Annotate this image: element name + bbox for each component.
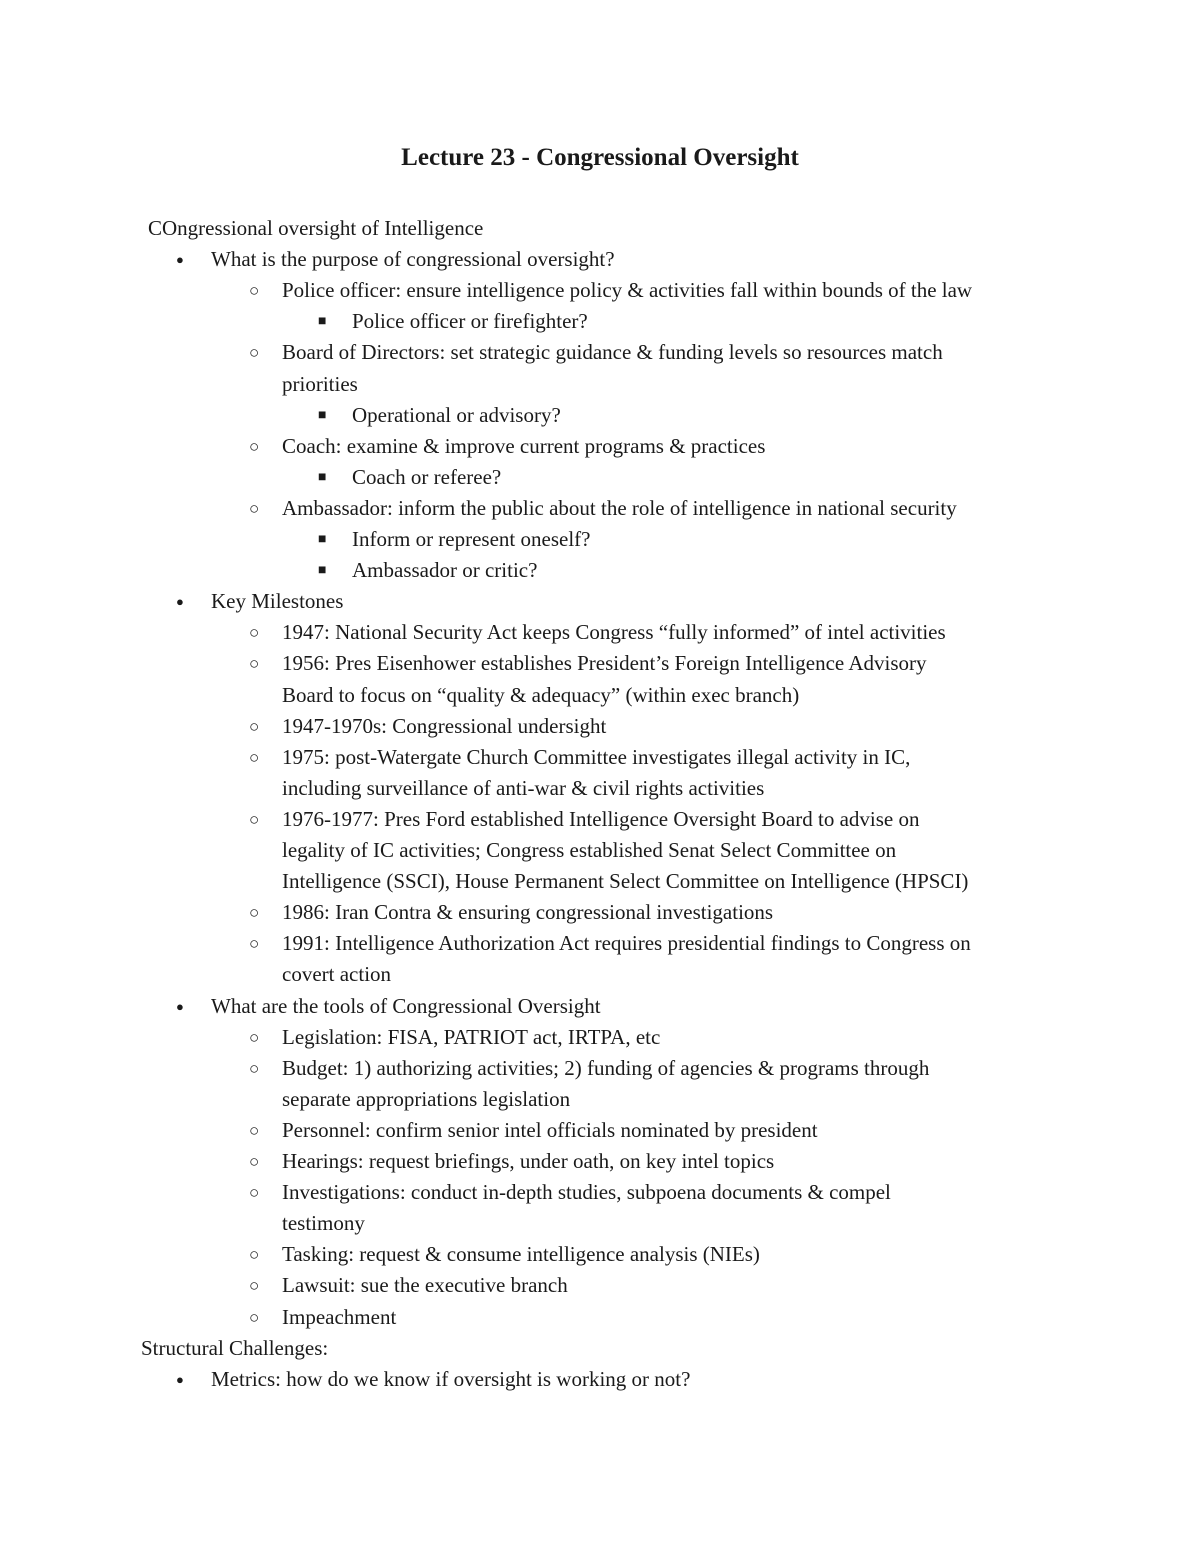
sub-bullet-item: Hearings: request briefings, under oath, on key intel topics bbox=[282, 1149, 775, 1173]
sub-bullet-item: Board of Directors: set strategic guidance & funding levels so resources match bbox=[282, 340, 943, 365]
sub-bullet-item: 1947-1970s: Congressional undersight bbox=[282, 713, 607, 738]
bullet-marker: ○ bbox=[249, 934, 260, 954]
bullet-marker: ○ bbox=[249, 716, 260, 736]
bullet-marker: ● bbox=[176, 594, 184, 610]
bullet-marker: ○ bbox=[249, 1152, 260, 1171]
bullet-marker: ○ bbox=[249, 1183, 260, 1203]
sub-bullet-item: Ambassador: inform the public about the role of intelligence in national security bbox=[282, 495, 957, 520]
bullet-item: What are the tools of Congressional Oversight bbox=[211, 993, 601, 1018]
bullet-marker: ■ bbox=[318, 407, 327, 423]
sub-bullet-item: Legislation: FISA, PATRIOT act, IRTPA, etc bbox=[282, 1024, 661, 1049]
sub-bullet-item: Budget: 1) authorizing activities; 2) funding of agencies & programs through bbox=[282, 1055, 930, 1080]
continuation-line: Board to focus on “quality & adequacy” (within exec branch) bbox=[282, 682, 800, 707]
sub-sub-bullet-item: Operational or advisory? bbox=[352, 402, 561, 427]
bullet-marker: ○ bbox=[249, 903, 260, 923]
bullet-marker: ○ bbox=[249, 1027, 260, 1047]
bullet-marker: ■ bbox=[318, 563, 327, 579]
bullet-marker: ■ bbox=[318, 532, 327, 547]
bullet-item: Key Milestones bbox=[211, 589, 344, 614]
continuation-line: separate appropriations legislation bbox=[282, 1086, 571, 1111]
sub-sub-bullet-item: Ambassador or critic? bbox=[352, 558, 538, 583]
sub-bullet-item: 1976-1977: Pres Ford established Intelligence Oversight Board to advise on bbox=[282, 806, 920, 831]
bullet-marker: ○ bbox=[249, 1245, 260, 1265]
bullet-marker: ○ bbox=[249, 1058, 260, 1078]
continuation-line: including surveillance of anti-war & civil rights activities bbox=[282, 775, 765, 800]
continuation-line: covert action bbox=[282, 962, 392, 987]
sub-sub-bullet-item: Police officer or firefighter? bbox=[352, 309, 588, 334]
section-heading: COngressional oversight of Intelligence bbox=[148, 216, 484, 240]
bullet-marker: ○ bbox=[249, 343, 260, 363]
bullet-marker: ○ bbox=[249, 498, 260, 518]
bullet-marker: ○ bbox=[249, 1276, 260, 1296]
sub-bullet-item: Investigations: conduct in-depth studies, subpoena documents & compel bbox=[282, 1180, 891, 1205]
bullet-marker: ○ bbox=[249, 747, 260, 767]
bullet-marker: ○ bbox=[249, 654, 260, 674]
sub-bullet-item: 1975: post-Watergate Church Committee investigates illegal activity in IC, bbox=[282, 744, 911, 769]
bullet-marker: ○ bbox=[249, 436, 260, 456]
bullet-marker: ○ bbox=[249, 623, 260, 643]
sub-bullet-item: Coach: examine & improve current programs & practices bbox=[282, 433, 766, 458]
bullet-marker: ○ bbox=[249, 1307, 260, 1327]
page-title: Lecture 23 - Congressional Oversight bbox=[401, 144, 799, 171]
sub-bullet-item: Impeachment bbox=[282, 1304, 397, 1329]
section-heading: Structural Challenges: bbox=[141, 1335, 329, 1360]
bullet-marker: ● bbox=[176, 1371, 184, 1387]
bullet-marker: ○ bbox=[249, 281, 260, 301]
continuation-line: priorities bbox=[282, 371, 358, 396]
sub-sub-bullet-item: Inform or represent oneself? bbox=[352, 527, 591, 551]
bullet-marker: ■ bbox=[318, 469, 327, 485]
continuation-line: Intelligence (SSCI), House Permanent Select Committee on Intelligence (HPSCI) bbox=[282, 869, 969, 894]
sub-bullet-item: 1956: Pres Eisenhower establishes President’s Foreign Intelligence Advisory bbox=[282, 651, 927, 676]
bullet-marker: ● bbox=[176, 998, 184, 1014]
sub-bullet-item: Tasking: request & consume intelligence analysis (NIEs) bbox=[282, 1242, 760, 1267]
bullet-marker: ○ bbox=[249, 1120, 260, 1140]
continuation-line: legality of IC activities; Congress established Senat Select Committee on bbox=[282, 838, 897, 862]
bullet-item: What is the purpose of congressional oversight? bbox=[211, 247, 615, 272]
continuation-line: testimony bbox=[282, 1211, 365, 1236]
bullet-marker: ● bbox=[176, 252, 184, 268]
sub-bullet-item: 1991: Intelligence Authorization Act requires presidential findings to Congress on bbox=[282, 931, 971, 956]
sub-bullet-item: Personnel: confirm senior intel officials nominated by president bbox=[282, 1117, 818, 1142]
sub-bullet-item: Police officer: ensure intelligence policy & activities fall within bounds of the law bbox=[282, 278, 973, 303]
sub-sub-bullet-item: Coach or referee? bbox=[352, 464, 502, 489]
sub-bullet-item: 1986: Iran Contra & ensuring congressional investigations bbox=[282, 900, 774, 925]
bullet-marker: ■ bbox=[318, 314, 327, 330]
sub-bullet-item: Lawsuit: sue the executive branch bbox=[282, 1273, 568, 1298]
bullet-item: Metrics: how do we know if oversight is working or not? bbox=[211, 1366, 691, 1391]
bullet-marker: ○ bbox=[249, 809, 260, 829]
sub-bullet-item: 1947: National Security Act keeps Congress “fully informed” of intel activities bbox=[282, 620, 946, 645]
